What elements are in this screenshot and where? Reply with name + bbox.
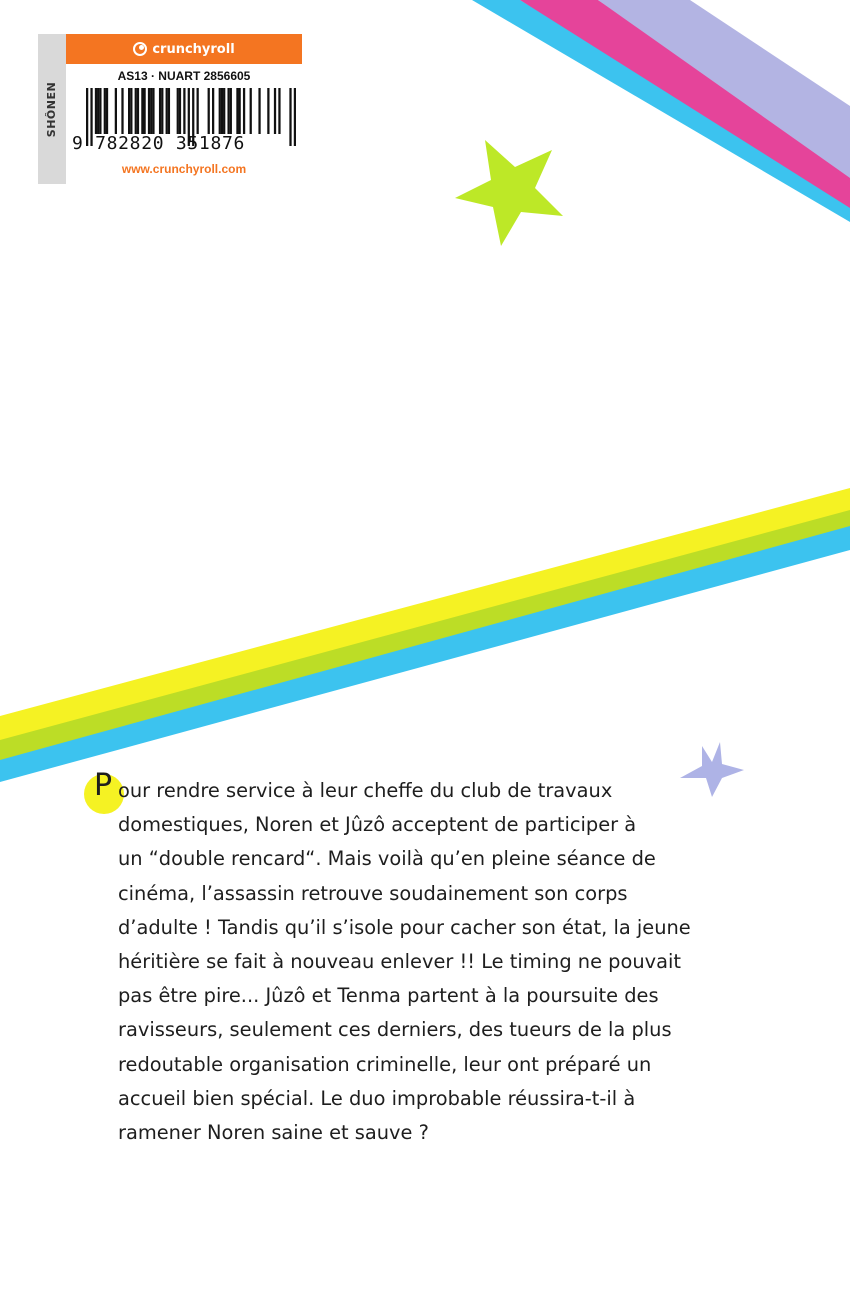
barcode-bar: [219, 88, 221, 134]
barcode-bar: [141, 88, 143, 134]
barcode-bar: [166, 88, 168, 134]
synopsis-text: [118, 774, 798, 1150]
barcode-bar: [239, 88, 241, 134]
synopsis-line: héritière se fait à nouveau enlever !! Le timing ne pouvait: [118, 949, 681, 973]
synopsis-line: domestiques, Noren et Jûzô acceptent de participer à: [118, 813, 637, 837]
publisher-name: crunchyroll: [152, 41, 235, 57]
green-star-icon: [455, 140, 563, 246]
barcode-bar: [152, 88, 154, 134]
synopsis-line: redoutable organisation criminelle, leur ont préparé un: [118, 1052, 652, 1076]
band-green-stripe: [0, 510, 850, 762]
genre-text: SHÔNEN: [45, 81, 59, 137]
barcode-bar: [278, 88, 280, 134]
barcode-bar: [150, 88, 152, 134]
synopsis-line: ramener Noren saine et sauve ?: [118, 1120, 429, 1144]
barcode-bar: [106, 88, 108, 134]
barcode-bar: [135, 88, 137, 134]
barcode-bar: [104, 88, 106, 134]
barcode-bar: [159, 88, 161, 134]
barcode-bar: [121, 88, 123, 134]
barcode-bar: [212, 88, 214, 134]
barcode-bar: [143, 88, 145, 134]
catalog-code: AS13 · NUART 2856605: [117, 69, 251, 83]
isbn-number: 9 782820 351876: [72, 133, 246, 154]
band-yellow-stripe: [0, 488, 850, 742]
barcode-bar: [115, 88, 117, 134]
barcode-bar: [197, 88, 199, 134]
drop-cap-letter: P: [94, 768, 113, 803]
band-cyan-stripe: [0, 526, 850, 782]
barcode-bar: [148, 88, 150, 134]
barcode-bar: [250, 88, 252, 134]
barcode-bar: [223, 88, 225, 134]
barcode-bar: [221, 88, 223, 134]
barcode-bar: [274, 88, 276, 134]
barcode-bar: [99, 88, 101, 134]
genre-label: [38, 34, 66, 184]
barcode-bar: [130, 88, 132, 134]
barcode-bar: [137, 88, 139, 134]
barcode-bar: [236, 88, 238, 134]
barcode-bar: [208, 88, 210, 134]
barcode-bar: [258, 88, 260, 134]
barcode-bar: [267, 88, 269, 134]
barcode-bar: [161, 88, 163, 134]
synopsis-line: our rendre service à leur cheffe du club de travaux: [118, 779, 613, 802]
barcode-bar: [177, 88, 179, 134]
barcode-bar: [168, 88, 170, 134]
publisher-logo: [66, 34, 302, 64]
barcode-bar: [128, 88, 130, 134]
barcode-bar: [227, 88, 229, 134]
synopsis-line: cinéma, l’assassin retrouve soudainement son corps: [118, 881, 628, 905]
synopsis-line: d’adulte ! Tandis qu’il s’isole pour cacher son état, la jeune: [118, 915, 691, 939]
synopsis-line: pas être pire... Jûzô et Tenma partent à la poursuite des: [118, 984, 659, 1008]
synopsis-line: un “double rencard“. Mais voilà qu’en pleine séance de: [118, 847, 656, 871]
website-link: www.crunchyroll.com: [121, 162, 247, 176]
synopsis-line: accueil bien spécial. Le duo improbable réussira-t-il à: [118, 1086, 636, 1110]
synopsis-line: ravisseurs, seulement ces derniers, des tueurs de la plus: [118, 1018, 672, 1042]
barcode-bar: [243, 88, 245, 134]
barcode-bar: [230, 88, 232, 134]
barcode-bar: [97, 88, 99, 134]
crunchyroll-logo-icon: [133, 42, 147, 56]
barcode-bar: [179, 88, 181, 134]
barcode-bar: [183, 88, 185, 134]
barcode-bar: [95, 88, 97, 134]
